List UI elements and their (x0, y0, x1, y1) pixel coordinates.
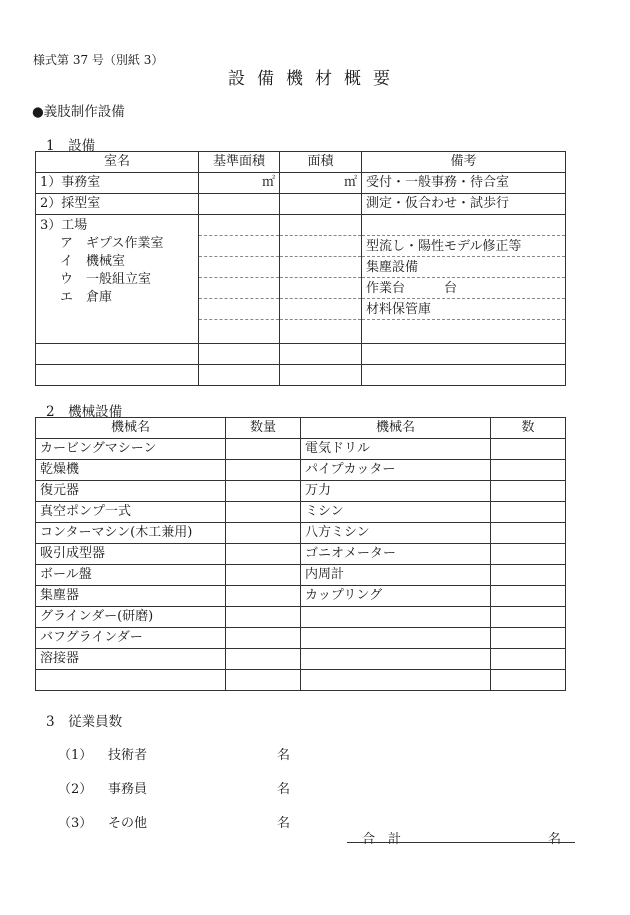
blank-cell[interactable] (362, 365, 566, 386)
standard-area-stack[interactable] (199, 215, 280, 344)
machines-heading: 2 機械設備 (46, 404, 123, 420)
table-row (36, 502, 566, 523)
quantity-cell[interactable] (491, 544, 566, 565)
employee-unit: 名 (277, 816, 291, 831)
employee-unit: 名 (277, 782, 291, 797)
quantity-cell[interactable] (491, 523, 566, 544)
employee-number: （3） (58, 816, 93, 831)
area-stack[interactable] (280, 215, 362, 344)
machine-name: 電気ドリル (301, 439, 491, 460)
machine-name: 乾燥機 (36, 460, 226, 481)
quantity-cell[interactable] (491, 607, 566, 628)
header-room-name: 室名 (36, 152, 199, 173)
factory-room-cell (36, 215, 199, 344)
employee-number: （1） (58, 748, 93, 763)
machine-name (301, 649, 491, 670)
header-remarks: 備考 (362, 152, 566, 173)
remarks-line (362, 215, 565, 236)
table-row (36, 670, 566, 691)
employee-label: 技術者 (108, 748, 148, 763)
remarks-line (362, 320, 565, 341)
employee-number: （2） (58, 782, 93, 797)
blank-cell[interactable] (36, 344, 199, 365)
quantity-cell[interactable] (226, 481, 301, 502)
blank-cell[interactable] (362, 344, 566, 365)
standard-area-cell[interactable] (199, 194, 280, 215)
header-standard-area: 基準面積 (199, 152, 280, 173)
employee-unit: 名 (277, 748, 291, 763)
form-number: 様式第 37 号（別紙 3） (33, 53, 164, 67)
table-row (36, 544, 566, 565)
machine-name: ゴニオメーター (301, 544, 491, 565)
employee-label: 事務員 (108, 782, 148, 797)
room-name: 2）採型室 (36, 194, 199, 215)
table-row (36, 607, 566, 628)
room-name: 3）工場 (40, 218, 88, 233)
quantity-cell[interactable] (226, 523, 301, 544)
section-heading: ●義肢制作設備 (32, 104, 125, 120)
table-row-blank (36, 365, 566, 386)
quantity-cell[interactable] (491, 670, 566, 691)
blank-cell[interactable] (280, 365, 362, 386)
quantity-cell[interactable] (491, 481, 566, 502)
quantity-cell[interactable] (226, 670, 301, 691)
employees-heading: 3 従業員数 (46, 714, 123, 730)
machine-name (36, 670, 226, 691)
remarks-cell: 測定・仮合わせ・試歩行 (362, 194, 566, 215)
quantity-cell[interactable] (491, 565, 566, 586)
header-quantity: 数 (491, 418, 566, 439)
table-row (36, 523, 566, 544)
header-area: 面積 (280, 152, 362, 173)
quantity-cell[interactable] (491, 460, 566, 481)
machine-name: 集塵器 (36, 586, 226, 607)
table-row (36, 586, 566, 607)
remarks-line: 型流し・陽性モデル修正等 (362, 236, 565, 257)
table-header-row (36, 152, 566, 173)
sub-room: エ 倉庫 (60, 290, 113, 305)
document-title: 設備機材概要 (228, 69, 402, 89)
header-quantity: 数量 (226, 418, 301, 439)
table-header-row (36, 418, 566, 439)
quantity-cell[interactable] (491, 439, 566, 460)
standard-area-cell[interactable]: ㎡ (199, 173, 280, 194)
blank-cell[interactable] (199, 344, 280, 365)
table-row (36, 481, 566, 502)
machine-name: カービングマシーン (36, 439, 226, 460)
quantity-cell[interactable] (226, 460, 301, 481)
machine-name: 復元器 (36, 481, 226, 502)
machine-name: カップリング (301, 586, 491, 607)
remarks-line: 作業台 台 (362, 278, 565, 299)
quantity-cell[interactable] (226, 439, 301, 460)
room-name: 1）事務室 (36, 173, 199, 194)
machines-table (35, 417, 566, 691)
machine-name: 内周計 (301, 565, 491, 586)
blank-cell[interactable] (280, 344, 362, 365)
quantity-cell[interactable] (226, 586, 301, 607)
header-machine-name: 機械名 (301, 418, 491, 439)
machine-name: バフグラインダー (36, 628, 226, 649)
sub-room: ウ 一般組立室 (60, 272, 152, 287)
total-label: 合 計 (362, 832, 402, 847)
quantity-cell[interactable] (226, 628, 301, 649)
sub-room: ア ギプス作業室 (60, 236, 164, 251)
machine-name: 吸引成型器 (36, 544, 226, 565)
machine-name: コンターマシン(木工兼用) (36, 523, 226, 544)
machine-name: ボール盤 (36, 565, 226, 586)
header-machine-name: 機械名 (36, 418, 226, 439)
remarks-line: 材料保管庫 (362, 299, 565, 320)
quantity-cell[interactable] (491, 628, 566, 649)
table-row-blank (36, 344, 566, 365)
total-underline (347, 841, 575, 843)
machine-name (301, 607, 491, 628)
quantity-cell[interactable] (491, 502, 566, 523)
machine-name: パイプカッター (301, 460, 491, 481)
quantity-cell[interactable] (491, 586, 566, 607)
table-row (36, 173, 566, 194)
blank-cell[interactable] (199, 365, 280, 386)
quantity-cell[interactable] (226, 544, 301, 565)
blank-cell[interactable] (36, 365, 199, 386)
machine-name (301, 628, 491, 649)
sub-room: イ 機械室 (60, 254, 126, 269)
machine-name: 溶接器 (36, 649, 226, 670)
facility-table (35, 151, 566, 386)
machine-name: 真空ポンプ一式 (36, 502, 226, 523)
facility-heading: 1 設備 (46, 138, 96, 154)
remarks-cell: 受付・一般事務・待合室 (362, 173, 566, 194)
machine-name: 八方ミシン (301, 523, 491, 544)
table-row (36, 439, 566, 460)
quantity-cell[interactable] (226, 649, 301, 670)
area-cell[interactable]: ㎡ (280, 173, 362, 194)
employee-label: その他 (108, 816, 148, 831)
machine-name: グラインダー(研磨) (36, 607, 226, 628)
area-cell[interactable] (280, 194, 362, 215)
remarks-line: 集塵設備 (362, 257, 565, 278)
table-row (36, 460, 566, 481)
quantity-cell[interactable] (226, 565, 301, 586)
quantity-cell[interactable] (491, 649, 566, 670)
total-unit: 名 (548, 832, 562, 847)
quantity-cell[interactable] (226, 607, 301, 628)
table-row-factory (36, 215, 566, 344)
table-row (36, 628, 566, 649)
remarks-stack (362, 215, 566, 344)
table-row (36, 194, 566, 215)
machine-name: 万力 (301, 481, 491, 502)
quantity-cell[interactable] (226, 502, 301, 523)
machine-name: ミシン (301, 502, 491, 523)
machine-name (301, 670, 491, 691)
table-row (36, 565, 566, 586)
table-row (36, 649, 566, 670)
